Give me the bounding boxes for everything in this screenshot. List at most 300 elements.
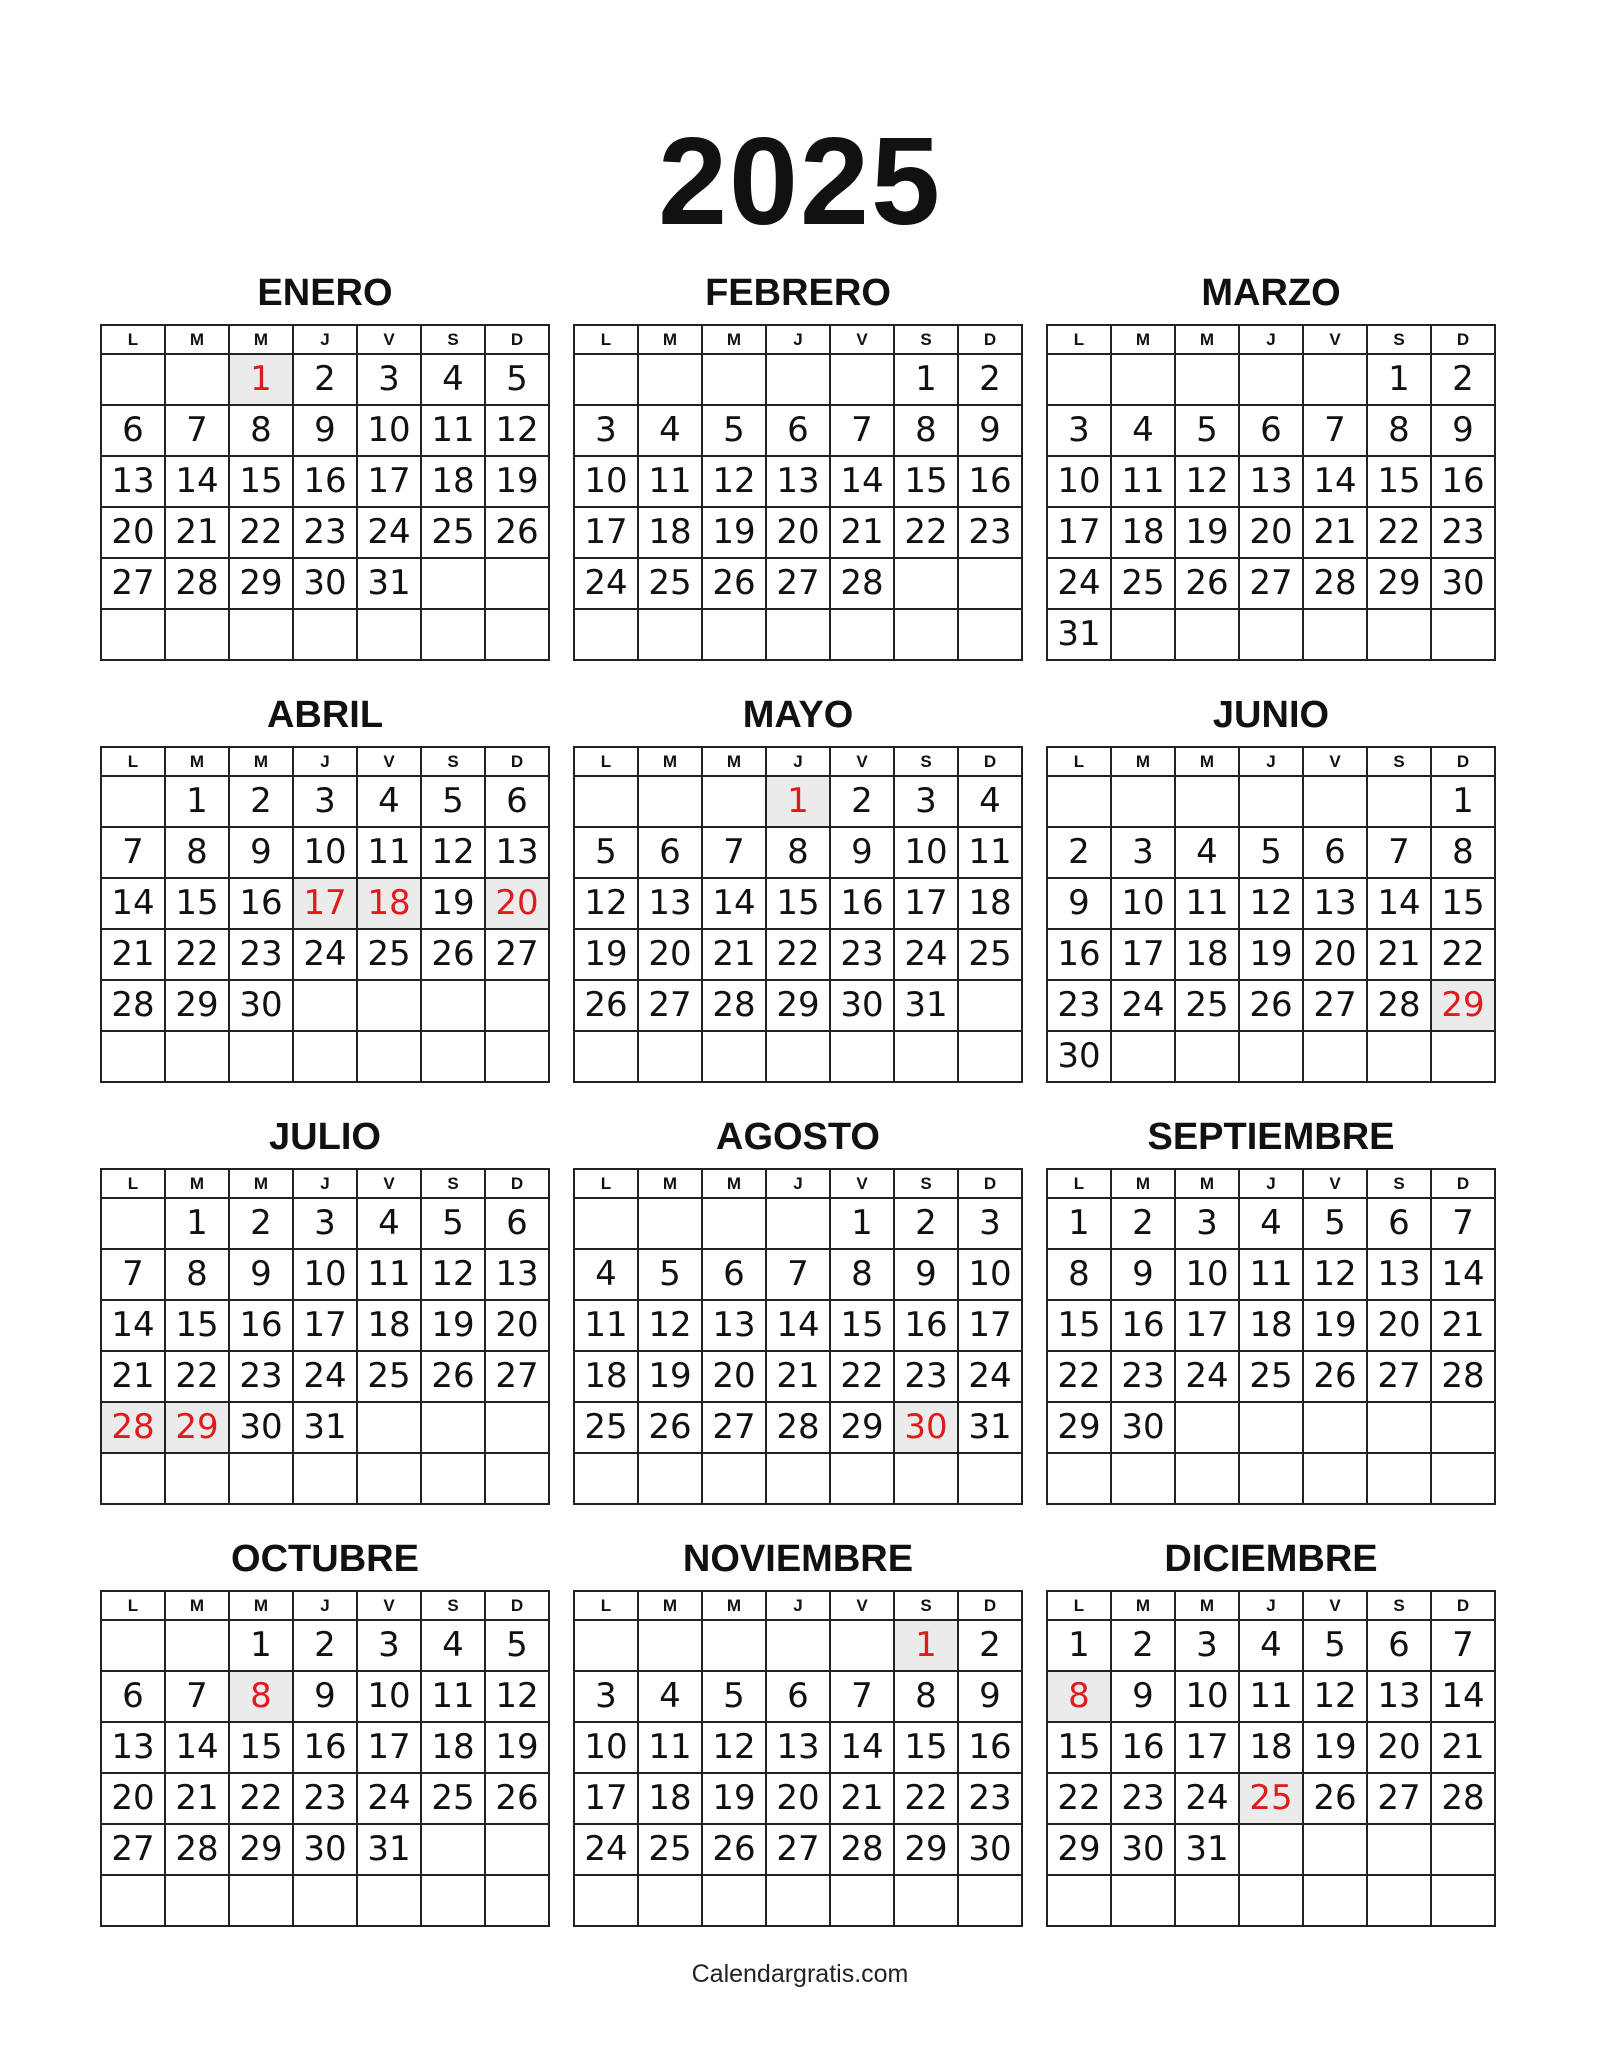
day-cell: 2 (830, 776, 894, 827)
weekday-label: S (421, 747, 485, 776)
holiday-day-cell: 28 (101, 1402, 165, 1453)
weekday-label: J (766, 747, 830, 776)
week-row (1047, 1671, 1495, 1722)
day-cell: 2 (1111, 1198, 1175, 1249)
empty-day-cell (485, 609, 549, 660)
day-cell: 5 (702, 405, 766, 456)
empty-day-cell (165, 609, 229, 660)
day-cell: 18 (1111, 507, 1175, 558)
empty-day-cell (574, 1453, 638, 1504)
empty-day-cell (958, 609, 1022, 660)
day-cell: 28 (830, 558, 894, 609)
day-cell: 26 (702, 1824, 766, 1875)
empty-day-cell (421, 1402, 485, 1453)
empty-day-cell (830, 1875, 894, 1926)
empty-day-cell (766, 1031, 830, 1082)
day-cell: 22 (894, 507, 958, 558)
day-cell: 1 (229, 1620, 293, 1671)
day-cell: 15 (165, 1300, 229, 1351)
weekday-label: M (1175, 747, 1239, 776)
day-cell: 29 (894, 1824, 958, 1875)
day-cell: 1 (165, 776, 229, 827)
day-cell: 22 (1431, 929, 1495, 980)
day-cell: 11 (958, 827, 1022, 878)
day-cell: 7 (1431, 1620, 1495, 1671)
day-cell: 15 (830, 1300, 894, 1351)
day-cell: 30 (293, 1824, 357, 1875)
day-cell: 31 (1047, 609, 1111, 660)
month-table (100, 746, 550, 1083)
empty-day-cell (165, 1620, 229, 1671)
day-cell: 5 (638, 1249, 702, 1300)
week-row (101, 507, 549, 558)
empty-day-cell (1239, 1824, 1303, 1875)
week-row (1047, 1453, 1495, 1504)
day-cell: 16 (293, 1722, 357, 1773)
weekday-label: J (1239, 1591, 1303, 1620)
empty-day-cell (766, 1198, 830, 1249)
week-row (101, 776, 549, 827)
day-cell: 21 (1303, 507, 1367, 558)
day-cell: 17 (1175, 1300, 1239, 1351)
empty-day-cell (1431, 1031, 1495, 1082)
day-cell: 22 (830, 1351, 894, 1402)
day-cell: 12 (638, 1300, 702, 1351)
holiday-day-cell: 25 (1239, 1773, 1303, 1824)
empty-day-cell (1367, 609, 1431, 660)
day-cell: 18 (357, 1300, 421, 1351)
day-cell: 28 (1367, 980, 1431, 1031)
day-cell: 10 (574, 456, 638, 507)
week-row (574, 1198, 1022, 1249)
weekday-label: V (1303, 325, 1367, 354)
empty-day-cell (574, 354, 638, 405)
day-cell: 18 (1175, 929, 1239, 980)
day-cell: 28 (165, 1824, 229, 1875)
empty-day-cell (766, 1620, 830, 1671)
weekday-label: V (830, 747, 894, 776)
day-cell: 28 (766, 1402, 830, 1453)
day-cell: 18 (638, 507, 702, 558)
day-cell: 7 (1431, 1198, 1495, 1249)
week-row (101, 1198, 549, 1249)
day-cell: 21 (830, 1773, 894, 1824)
day-cell: 11 (1111, 456, 1175, 507)
day-cell: 7 (101, 1249, 165, 1300)
day-cell: 13 (485, 827, 549, 878)
empty-day-cell (574, 1031, 638, 1082)
week-row (101, 1300, 549, 1351)
weekday-label: J (766, 1169, 830, 1198)
day-cell: 16 (830, 878, 894, 929)
weekday-header-row (574, 325, 1022, 354)
day-cell: 14 (165, 1722, 229, 1773)
week-row (1047, 1198, 1495, 1249)
week-row (101, 827, 549, 878)
empty-day-cell (574, 609, 638, 660)
week-row (101, 405, 549, 456)
week-row (1047, 609, 1495, 660)
month-table (1046, 324, 1496, 661)
week-row (101, 929, 549, 980)
empty-day-cell (1111, 776, 1175, 827)
empty-day-cell (485, 1875, 549, 1926)
day-cell: 20 (766, 507, 830, 558)
week-row (101, 609, 549, 660)
day-cell: 21 (101, 1351, 165, 1402)
day-cell: 4 (958, 776, 1022, 827)
empty-day-cell (165, 1031, 229, 1082)
empty-day-cell (101, 776, 165, 827)
day-cell: 1 (830, 1198, 894, 1249)
day-cell: 29 (1047, 1824, 1111, 1875)
holiday-day-cell: 1 (894, 1620, 958, 1671)
day-cell: 16 (1111, 1722, 1175, 1773)
empty-day-cell (1047, 776, 1111, 827)
weekday-label: M (229, 1591, 293, 1620)
empty-day-cell (293, 1453, 357, 1504)
day-cell: 14 (702, 878, 766, 929)
weekday-label: M (702, 1169, 766, 1198)
day-cell: 20 (101, 507, 165, 558)
day-cell: 13 (1239, 456, 1303, 507)
day-cell: 10 (1175, 1249, 1239, 1300)
day-cell: 5 (574, 827, 638, 878)
weekday-label: L (574, 325, 638, 354)
day-cell: 19 (421, 1300, 485, 1351)
month-diciembre (1046, 1528, 1496, 1927)
week-row (574, 827, 1022, 878)
day-cell: 15 (165, 878, 229, 929)
day-cell: 11 (1175, 878, 1239, 929)
empty-day-cell (702, 776, 766, 827)
empty-day-cell (421, 1453, 485, 1504)
empty-day-cell (638, 776, 702, 827)
day-cell: 28 (1303, 558, 1367, 609)
day-cell: 16 (229, 1300, 293, 1351)
week-row (101, 1031, 549, 1082)
day-cell: 26 (1239, 980, 1303, 1031)
month-table (1046, 1168, 1496, 1505)
empty-day-cell (229, 1875, 293, 1926)
empty-day-cell (1303, 776, 1367, 827)
day-cell: 17 (958, 1300, 1022, 1351)
week-row (101, 1249, 549, 1300)
weekday-label: D (1431, 747, 1495, 776)
week-row (574, 878, 1022, 929)
day-cell: 19 (702, 507, 766, 558)
week-row (574, 1824, 1022, 1875)
empty-day-cell (485, 558, 549, 609)
day-cell: 4 (421, 354, 485, 405)
day-cell: 3 (357, 354, 421, 405)
day-cell: 9 (1111, 1671, 1175, 1722)
day-cell: 13 (1303, 878, 1367, 929)
empty-day-cell (101, 354, 165, 405)
weekday-label: J (766, 325, 830, 354)
day-cell: 8 (766, 827, 830, 878)
holiday-day-cell: 1 (229, 354, 293, 405)
empty-day-cell (1367, 1824, 1431, 1875)
day-cell: 14 (766, 1300, 830, 1351)
day-cell: 24 (574, 1824, 638, 1875)
day-cell: 30 (229, 1402, 293, 1453)
empty-day-cell (165, 1453, 229, 1504)
day-cell: 22 (1047, 1773, 1111, 1824)
day-cell: 17 (1047, 507, 1111, 558)
month-table (573, 1590, 1023, 1927)
day-cell: 25 (638, 1824, 702, 1875)
day-cell: 20 (1239, 507, 1303, 558)
weekday-header-row (1047, 1169, 1495, 1198)
weekday-header-row (101, 1591, 549, 1620)
empty-day-cell (1239, 1031, 1303, 1082)
day-cell: 8 (165, 827, 229, 878)
empty-day-cell (1175, 1402, 1239, 1453)
day-cell: 15 (1047, 1300, 1111, 1351)
empty-day-cell (702, 1198, 766, 1249)
empty-day-cell (1239, 354, 1303, 405)
day-cell: 3 (1175, 1620, 1239, 1671)
day-cell: 24 (1047, 558, 1111, 609)
day-cell: 5 (1303, 1198, 1367, 1249)
day-cell: 6 (766, 405, 830, 456)
empty-day-cell (357, 1031, 421, 1082)
day-cell: 6 (101, 1671, 165, 1722)
weekday-label: V (357, 325, 421, 354)
day-cell: 4 (1111, 405, 1175, 456)
day-cell: 2 (293, 354, 357, 405)
day-cell: 9 (958, 1671, 1022, 1722)
day-cell: 24 (1175, 1351, 1239, 1402)
week-row (574, 456, 1022, 507)
day-cell: 5 (702, 1671, 766, 1722)
day-cell: 20 (101, 1773, 165, 1824)
day-cell: 11 (1239, 1249, 1303, 1300)
day-cell: 7 (766, 1249, 830, 1300)
month-table (573, 746, 1023, 1083)
day-cell: 14 (1367, 878, 1431, 929)
empty-day-cell (958, 1031, 1022, 1082)
day-cell: 27 (766, 558, 830, 609)
weekday-header-row (101, 325, 549, 354)
day-cell: 5 (421, 1198, 485, 1249)
empty-day-cell (1303, 1031, 1367, 1082)
week-row (574, 1453, 1022, 1504)
day-cell: 19 (1303, 1300, 1367, 1351)
day-cell: 6 (702, 1249, 766, 1300)
empty-day-cell (421, 609, 485, 660)
weekday-label: L (101, 1591, 165, 1620)
week-row (1047, 354, 1495, 405)
month-table (573, 324, 1023, 661)
day-cell: 18 (574, 1351, 638, 1402)
week-row (1047, 1773, 1495, 1824)
empty-day-cell (1431, 1402, 1495, 1453)
day-cell: 27 (485, 929, 549, 980)
day-cell: 1 (1367, 354, 1431, 405)
day-cell: 5 (1303, 1620, 1367, 1671)
day-cell: 14 (830, 1722, 894, 1773)
day-cell: 2 (1431, 354, 1495, 405)
day-cell: 29 (1047, 1402, 1111, 1453)
day-cell: 7 (702, 827, 766, 878)
day-cell: 14 (101, 878, 165, 929)
day-cell: 6 (485, 776, 549, 827)
month-noviembre (573, 1528, 1023, 1927)
day-cell: 1 (1431, 776, 1495, 827)
empty-day-cell (101, 609, 165, 660)
day-cell: 20 (638, 929, 702, 980)
day-cell: 26 (421, 929, 485, 980)
month-table (1046, 746, 1496, 1083)
day-cell: 23 (1111, 1351, 1175, 1402)
day-cell: 4 (638, 1671, 702, 1722)
holiday-day-cell: 8 (229, 1671, 293, 1722)
day-cell: 15 (1431, 878, 1495, 929)
day-cell: 22 (165, 929, 229, 980)
empty-day-cell (638, 354, 702, 405)
day-cell: 22 (1367, 507, 1431, 558)
holiday-day-cell: 29 (1431, 980, 1495, 1031)
empty-day-cell (830, 354, 894, 405)
weekday-header-row (101, 747, 549, 776)
day-cell: 21 (165, 1773, 229, 1824)
day-cell: 3 (1175, 1198, 1239, 1249)
empty-day-cell (1175, 1875, 1239, 1926)
month-table (100, 1168, 550, 1505)
day-cell: 21 (702, 929, 766, 980)
weekday-label: D (958, 1169, 1022, 1198)
day-cell: 8 (229, 405, 293, 456)
month-table (100, 324, 550, 661)
day-cell: 13 (485, 1249, 549, 1300)
week-row (1047, 1620, 1495, 1671)
empty-day-cell (421, 1824, 485, 1875)
day-cell: 15 (229, 1722, 293, 1773)
day-cell: 15 (894, 1722, 958, 1773)
day-cell: 21 (1431, 1722, 1495, 1773)
empty-day-cell (894, 609, 958, 660)
week-row (1047, 1249, 1495, 1300)
weekday-label: J (1239, 1169, 1303, 1198)
week-row (1047, 980, 1495, 1031)
empty-day-cell (1303, 354, 1367, 405)
day-cell: 3 (574, 405, 638, 456)
holiday-day-cell: 18 (357, 878, 421, 929)
month-table (1046, 1590, 1496, 1927)
day-cell: 25 (357, 929, 421, 980)
day-cell: 12 (1175, 456, 1239, 507)
weekday-label: D (958, 325, 1022, 354)
empty-day-cell (421, 1031, 485, 1082)
day-cell: 4 (357, 1198, 421, 1249)
day-cell: 3 (1047, 405, 1111, 456)
weekday-label: M (638, 747, 702, 776)
day-cell: 2 (1111, 1620, 1175, 1671)
day-cell: 25 (1111, 558, 1175, 609)
day-cell: 8 (830, 1249, 894, 1300)
day-cell: 9 (958, 405, 1022, 456)
week-row (1047, 827, 1495, 878)
month-name: DICIEMBRE (1164, 1538, 1378, 1580)
week-row (101, 558, 549, 609)
weekday-label: L (101, 325, 165, 354)
weekday-label: L (574, 747, 638, 776)
week-row (1047, 1722, 1495, 1773)
day-cell: 26 (702, 558, 766, 609)
month-name: AGOSTO (716, 1116, 880, 1158)
month-febrero (573, 262, 1023, 661)
day-cell: 13 (702, 1300, 766, 1351)
day-cell: 2 (894, 1198, 958, 1249)
empty-day-cell (1431, 1824, 1495, 1875)
weekday-label: S (1367, 1591, 1431, 1620)
day-cell: 9 (894, 1249, 958, 1300)
day-cell: 2 (958, 1620, 1022, 1671)
day-cell: 13 (1367, 1671, 1431, 1722)
week-row (101, 1453, 549, 1504)
day-cell: 21 (1367, 929, 1431, 980)
day-cell: 24 (894, 929, 958, 980)
day-cell: 20 (1367, 1722, 1431, 1773)
month-octubre (100, 1528, 550, 1927)
day-cell: 18 (958, 878, 1022, 929)
weekday-label: V (357, 1169, 421, 1198)
week-row (1047, 1875, 1495, 1926)
empty-day-cell (958, 1875, 1022, 1926)
empty-day-cell (1111, 354, 1175, 405)
day-cell: 23 (293, 1773, 357, 1824)
day-cell: 7 (1303, 405, 1367, 456)
day-cell: 12 (574, 878, 638, 929)
day-cell: 12 (1303, 1249, 1367, 1300)
empty-day-cell (638, 1031, 702, 1082)
day-cell: 26 (574, 980, 638, 1031)
day-cell: 31 (958, 1402, 1022, 1453)
week-row (101, 1824, 549, 1875)
day-cell: 14 (101, 1300, 165, 1351)
month-name: NOVIEMBRE (682, 1538, 914, 1580)
day-cell: 15 (1367, 456, 1431, 507)
weekday-label: S (1367, 747, 1431, 776)
day-cell: 23 (293, 507, 357, 558)
week-row (1047, 878, 1495, 929)
weekday-label: L (1047, 747, 1111, 776)
day-cell: 27 (638, 980, 702, 1031)
weekday-label: M (165, 325, 229, 354)
weekday-label: V (1303, 747, 1367, 776)
week-row (101, 1402, 549, 1453)
day-cell: 9 (229, 1249, 293, 1300)
weekday-label: M (165, 1169, 229, 1198)
day-cell: 11 (421, 405, 485, 456)
day-cell: 27 (1239, 558, 1303, 609)
week-row (574, 929, 1022, 980)
day-cell: 20 (485, 1300, 549, 1351)
week-row (101, 456, 549, 507)
empty-day-cell (1111, 1875, 1175, 1926)
weekday-label: M (1175, 325, 1239, 354)
day-cell: 5 (485, 354, 549, 405)
day-cell: 13 (1367, 1249, 1431, 1300)
day-cell: 6 (1239, 405, 1303, 456)
day-cell: 19 (485, 456, 549, 507)
day-cell: 11 (357, 1249, 421, 1300)
day-cell: 26 (1303, 1773, 1367, 1824)
day-cell: 11 (421, 1671, 485, 1722)
day-cell: 21 (766, 1351, 830, 1402)
